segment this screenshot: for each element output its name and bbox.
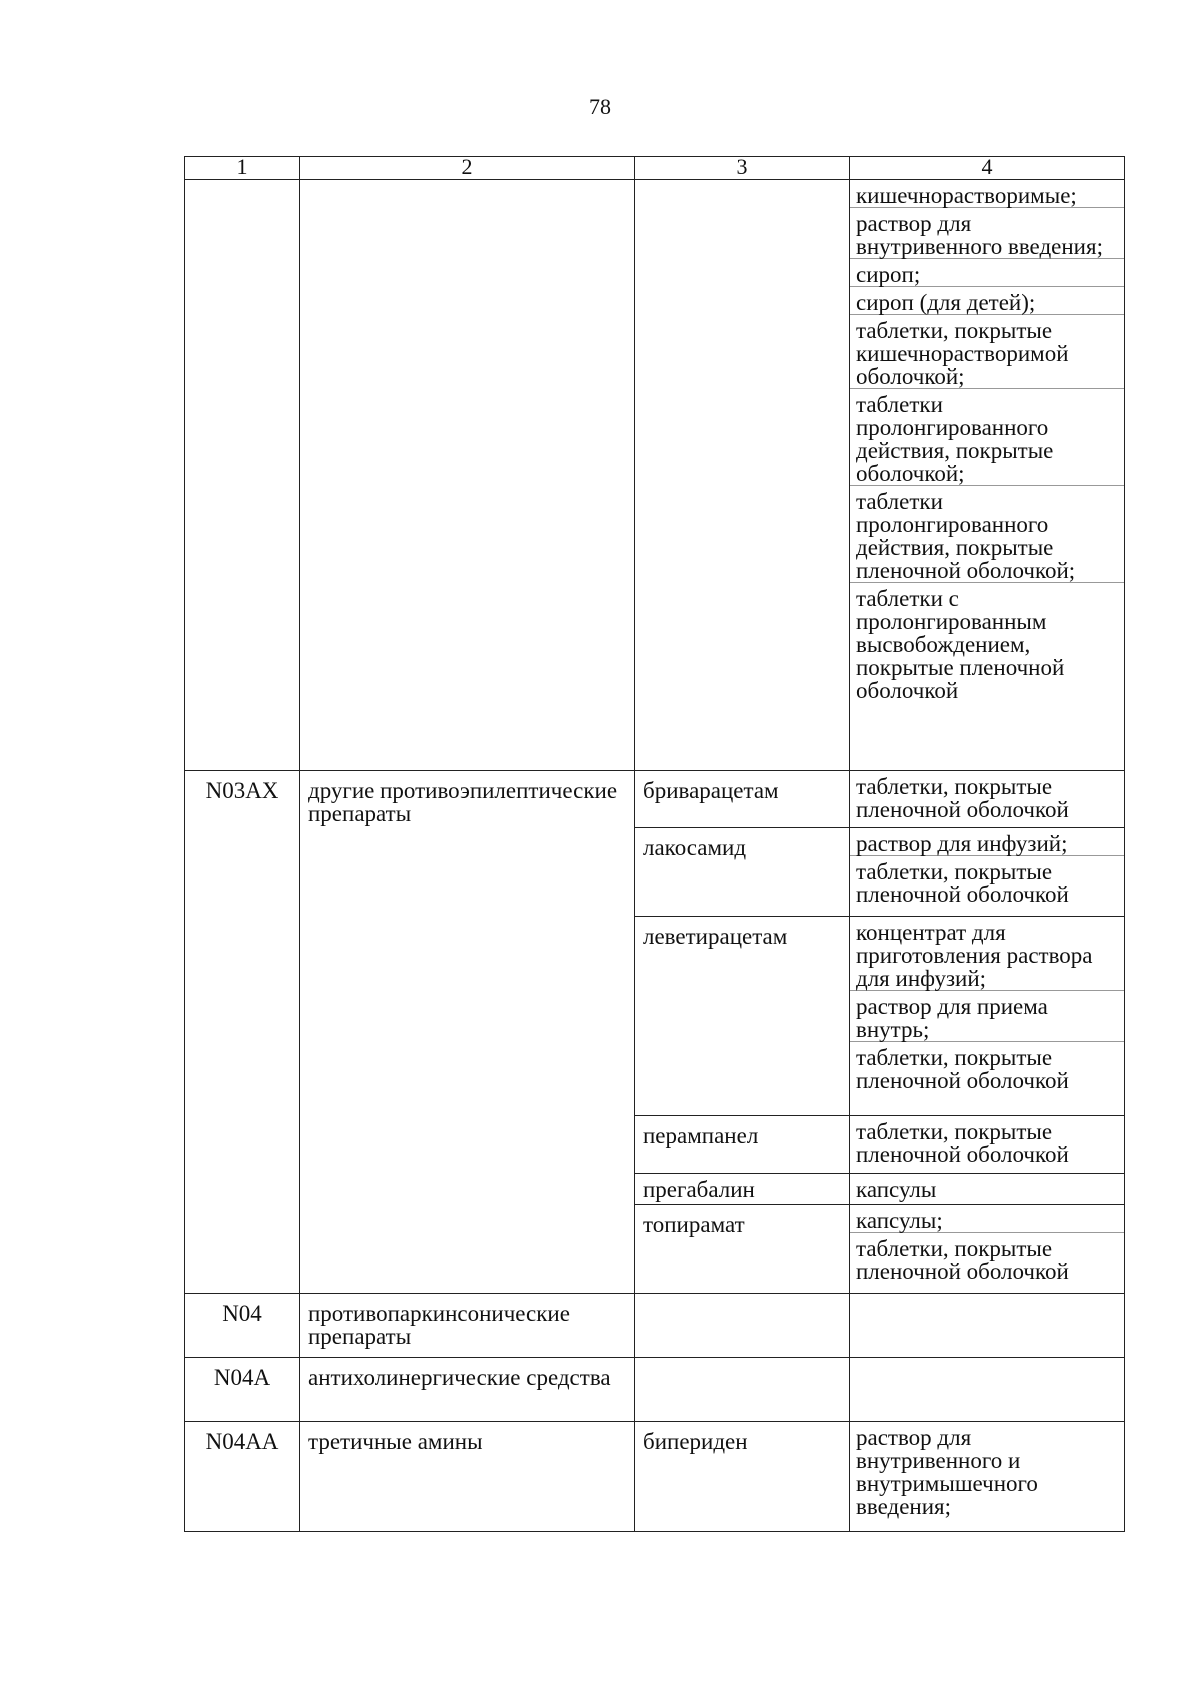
column-number-2: 2 <box>300 157 635 180</box>
forms-cell <box>850 1422 1125 1532</box>
forms-cell <box>850 1205 1125 1294</box>
drug-name: перампанел <box>635 1116 850 1174</box>
forms-cell-empty <box>850 1358 1125 1422</box>
page-number: 78 <box>589 94 611 119</box>
dosage-form: сироп; <box>850 259 1124 287</box>
dosage-form: таблетки, покрытые пленочной оболочкой <box>856 1236 1069 1285</box>
group-name: противопаркинсонические препараты <box>300 1294 635 1358</box>
group-name: третичные амины <box>300 1422 635 1532</box>
code-cell-empty <box>185 180 300 771</box>
dosage-form: кишечнорастворимые; <box>850 180 1124 208</box>
forms-cell <box>850 1116 1125 1174</box>
drug-name: лакосамид <box>635 828 850 917</box>
drug-name: бриварацетам <box>635 770 850 828</box>
medication-table <box>184 156 1125 1532</box>
drug-name: топирамат <box>635 1205 850 1294</box>
dosage-form: таблетки, покрытые пленочной оболочкой <box>856 1045 1069 1094</box>
group-name: антихолинергические средства <box>300 1358 635 1422</box>
inn-cell-empty <box>635 1294 850 1358</box>
table-row <box>185 1358 1125 1422</box>
atc-code: N03AX <box>185 770 300 1294</box>
dosage-form: таблетки, покрытые кишечнорастворимой оболочкой; <box>850 315 1124 389</box>
table-row <box>185 770 1125 828</box>
dosage-form: таблетки пролонгированного действия, покрытые оболочкой; <box>850 389 1124 486</box>
dosage-form: раствор для внутривенного введения; <box>850 208 1124 259</box>
table-row <box>185 1294 1125 1358</box>
atc-code: N04AA <box>185 1422 300 1532</box>
dosage-form: капсулы; <box>850 1205 1124 1233</box>
forms-cell <box>850 828 1125 917</box>
column-number-4: 4 <box>850 157 1125 180</box>
column-number-3: 3 <box>635 157 850 180</box>
dosage-form: сироп (для детей); <box>850 287 1124 315</box>
dosage-form: таблетки, покрытые пленочной оболочкой <box>856 773 1069 822</box>
dosage-form: таблетки пролонгированного действия, покрытые пленочной оболочкой; <box>850 486 1124 583</box>
table-row <box>185 1422 1125 1532</box>
dosage-form: раствор для внутривенного и внутримышечного введения; <box>856 1425 1038 1520</box>
column-number-row <box>185 157 1125 180</box>
forms-cell <box>850 770 1125 828</box>
dosage-form: таблетки с пролонгированным высвобождением, покрытые пленочной оболочкой <box>856 586 1065 703</box>
atc-code: N04 <box>185 1294 300 1358</box>
dosage-form: таблетки, покрытые пленочной оболочкой <box>856 859 1069 908</box>
atc-code: N04A <box>185 1358 300 1422</box>
forms-cell-empty <box>850 1294 1125 1358</box>
column-number-1: 1 <box>185 157 300 180</box>
forms-cell <box>850 917 1125 1116</box>
drug-name: бипериден <box>635 1422 850 1532</box>
dosage-form: концентрат для приготовления раствора для инфузий; <box>850 917 1124 991</box>
drug-name: леветирацетам <box>635 917 850 1116</box>
dosage-form: раствор для инфузий; <box>850 828 1124 856</box>
continued-row <box>185 180 1125 771</box>
drug-name: прегабалин <box>635 1173 850 1205</box>
dosage-form: капсулы <box>856 1176 937 1202</box>
inn-cell-empty <box>635 1358 850 1422</box>
dosage-form: раствор для приема внутрь; <box>850 991 1124 1042</box>
forms-cell <box>850 1173 1125 1205</box>
inn-cell-empty <box>635 180 850 771</box>
dosage-form: таблетки, покрытые пленочной оболочкой <box>856 1119 1069 1168</box>
forms-cell <box>850 180 1125 771</box>
group-name: другие противоэпилептические препараты <box>300 770 635 1294</box>
name-cell-empty <box>300 180 635 771</box>
